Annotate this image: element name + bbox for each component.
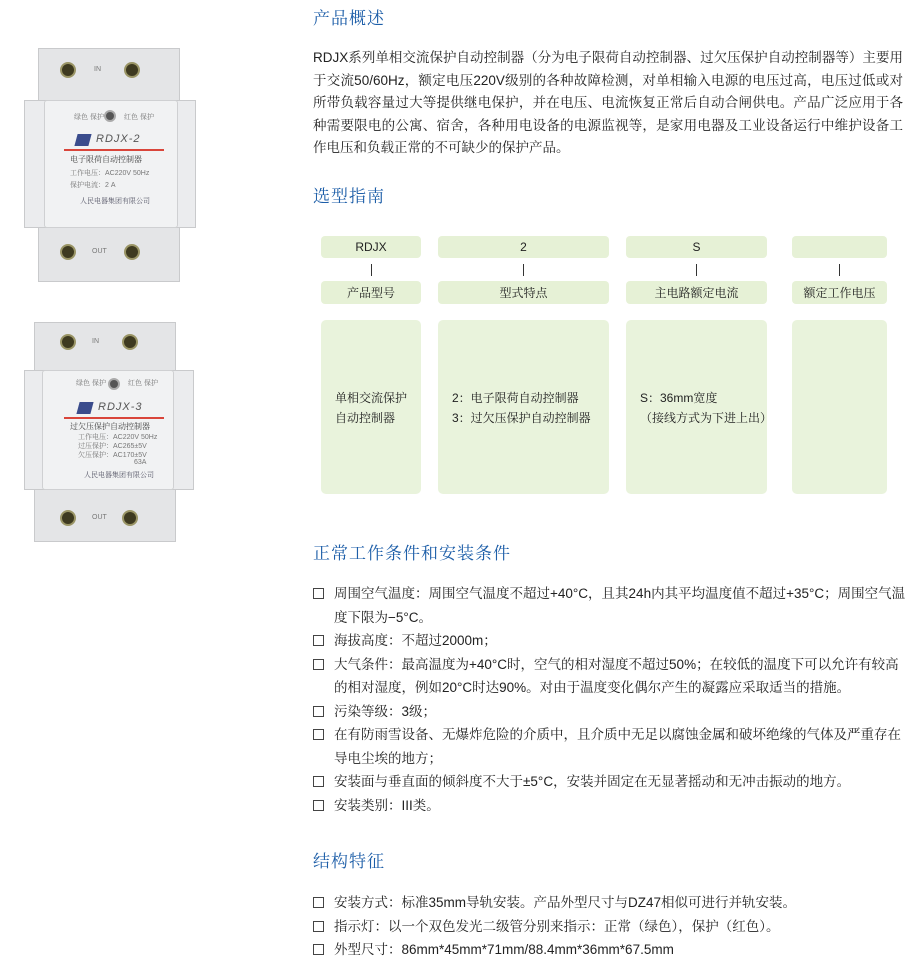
list-item: 海拔高度：不超过2000m；: [313, 629, 908, 653]
checkbox-icon: [313, 921, 324, 932]
device-company: 人民电器集团有限公司: [84, 472, 154, 479]
list-item: 大气条件：最高温度为+40°C时，空气的相对湿度不超过50%；在较低的温度下可以允许有较高的相对湿度，例如20°C时达90%。对由于温度变化偶尔产生的凝露应采取适当的措施。: [313, 653, 908, 700]
checkbox-icon: [313, 897, 324, 908]
red-stripe: [64, 149, 164, 151]
code-box-voltage: [792, 236, 887, 258]
terminal-screw-icon: [60, 510, 76, 526]
list-item: 安装面与垂直面的倾斜度不大于±5°C，安装并固定在无显著摇动和无冲击振动的地方。: [313, 770, 908, 794]
lamp-label-red: 红色 保护: [128, 380, 158, 387]
label-box-voltage: 额定工作电压: [792, 281, 887, 304]
device-name: 电子限荷自动控制器: [70, 155, 142, 164]
terminal-label-in: IN: [94, 66, 101, 73]
checkbox-icon: [313, 588, 324, 599]
overview-paragraph: RDJX系列单相交流保护自动控制器（分为电子限荷自动控制器、过欠压保护自动控制器等）主要用于交流50/60Hz，额定电压220V级别的各种故障检测，对单相输入电源的电压过高，电压过低或对所带负载容量过大等提供继电保护，并在电压、电流恢复正常后自动合闸供电。产品广泛应用于各种需要限电的公寓、宿舍，各种用电设备的电源监视等，是家用电器及工业设备运行中维护设备工作电压和负载正常的不可缺少的保护产品。: [313, 50, 903, 156]
desc-line: 3：过欠压保护自动控制器: [452, 411, 591, 425]
terminal-screw-icon: [124, 244, 140, 260]
checkbox-icon: [313, 729, 324, 740]
structure-heading: 结构特征: [313, 852, 385, 871]
device-model: RDJX-3: [98, 401, 143, 413]
selection-heading: 选型指南: [313, 187, 385, 206]
connector-line: [696, 264, 697, 276]
list-item: 周围空气温度：周围空气温度不超过+40°C，且其24h内其平均温度值不超过+35°C；周围空气温度下限为−5°C。: [313, 582, 908, 629]
checkbox-icon: [313, 706, 324, 717]
device-spec: 过压保护：AC265±5V: [78, 443, 147, 450]
connector-line: [371, 264, 372, 276]
desc-panel-type: [438, 320, 609, 494]
list-item: 在有防雨雪设备、无爆炸危险的介质中，且介质中无足以腐蚀金属和破坏绝缘的气体及严重存在导电尘埃的地方；: [313, 723, 908, 770]
label-box-model: 产品型号: [321, 281, 421, 304]
overview-heading: 产品概述: [313, 9, 385, 28]
terminal-label-out: OUT: [92, 248, 107, 255]
device-name: 过欠压保护自动控制器: [70, 422, 150, 431]
device-model: RDJX-2: [96, 133, 141, 145]
terminal-label-in: IN: [92, 338, 99, 345]
device-spec: 63A: [134, 459, 147, 466]
device-spec: 欠压保护：AC170±5V: [78, 452, 147, 459]
list-item: 指示灯：以一个双色发光二级管分别来指示：正常（绿色），保护（红色）。: [313, 915, 908, 939]
indicator-lamp-icon: [108, 378, 120, 390]
terminal-screw-icon: [122, 334, 138, 350]
checkbox-icon: [313, 944, 324, 955]
device-spec: 工作电压：AC220V 50Hz: [78, 434, 158, 441]
desc-panel-current: [626, 320, 773, 494]
device-spec: 保护电流：2 A: [70, 182, 116, 189]
product-image-rdjx-3: [24, 322, 196, 540]
list-item: 外型尺寸：86mm*45mm*71mm/88.4mm*36mm*67.5mm: [313, 938, 908, 962]
terminal-label-out: OUT: [92, 514, 107, 521]
list-item: 安装类别：III类。: [313, 794, 908, 818]
checkbox-icon: [313, 800, 324, 811]
connector-line: [523, 264, 524, 276]
desc-line: S：36mm宽度: [640, 391, 718, 405]
connector-line: [839, 264, 840, 276]
terminal-screw-icon: [60, 334, 76, 350]
code-box-current: S: [626, 236, 767, 258]
terminal-screw-icon: [60, 62, 76, 78]
desc-line: （接线方式为下进上出）: [640, 411, 773, 425]
code-box-model: RDJX: [321, 236, 421, 258]
desc-line: 单相交流保护: [335, 391, 408, 405]
structure-list: [313, 891, 908, 962]
terminal-screw-icon: [124, 62, 140, 78]
desc-panel-voltage: [792, 320, 887, 494]
code-box-type: 2: [438, 236, 609, 258]
conditions-list: [313, 582, 908, 817]
lamp-label-green: 绿色 保护: [74, 114, 104, 121]
lamp-label-green: 绿色 保护: [76, 380, 106, 387]
conditions-heading: 正常工作条件和安装条件: [313, 544, 511, 563]
product-image-rdjx-2: [24, 48, 196, 280]
list-item: 污染等级：3级；: [313, 700, 908, 724]
checkbox-icon: [313, 776, 324, 787]
device-spec: 工作电压：AC220V 50Hz: [70, 170, 150, 177]
desc-line: 2：电子限荷自动控制器: [452, 391, 579, 405]
list-item: 安装方式：标准35mm导轨安装。产品外型尺寸与DZ47相似可进行并轨安装。: [313, 891, 908, 915]
desc-panel-model: [321, 320, 421, 494]
terminal-screw-icon: [60, 244, 76, 260]
checkbox-icon: [313, 659, 324, 670]
checkbox-icon: [313, 635, 324, 646]
terminal-screw-icon: [122, 510, 138, 526]
device-company: 人民电器集团有限公司: [80, 198, 150, 205]
label-box-type: 型式特点: [438, 281, 609, 304]
lamp-label-red: 红色 保护: [124, 114, 154, 121]
label-box-current: 主电路额定电流: [626, 281, 767, 304]
indicator-lamp-icon: [104, 110, 116, 122]
red-stripe: [64, 417, 164, 419]
desc-line: 自动控制器: [335, 411, 396, 425]
